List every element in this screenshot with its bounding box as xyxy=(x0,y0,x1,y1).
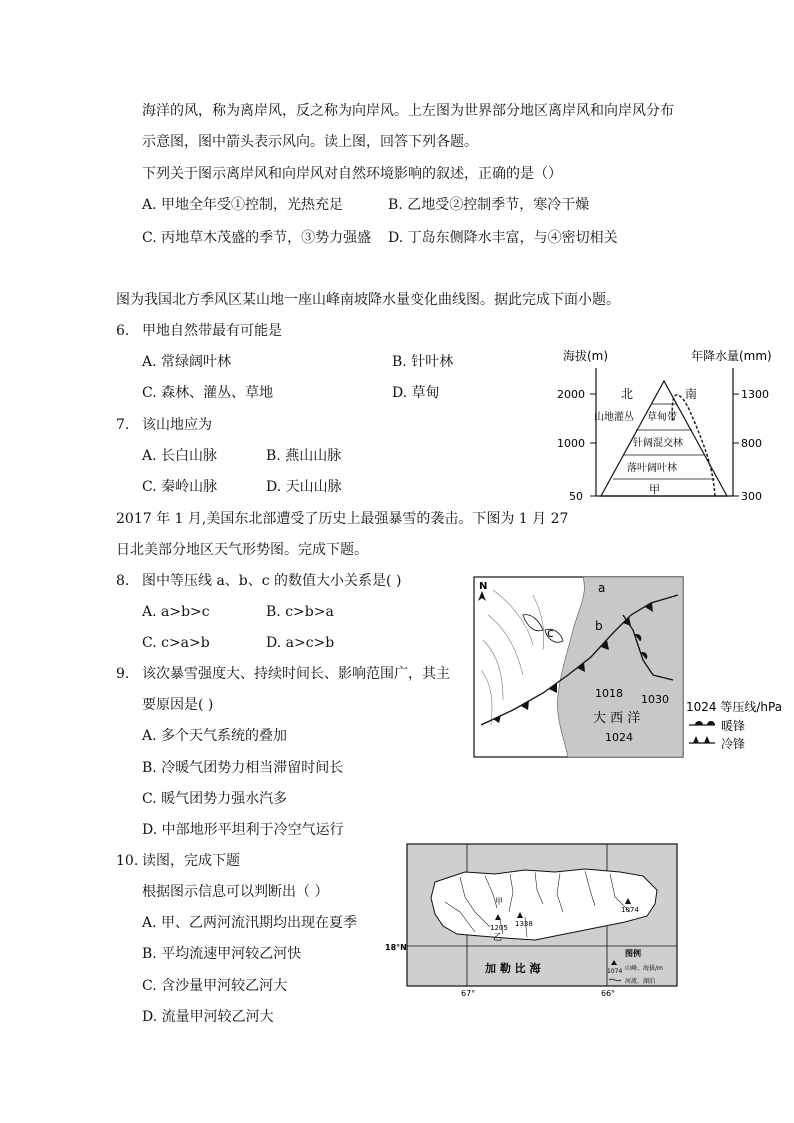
q9-option-a: A. 多个天气系统的叠加 xyxy=(142,728,288,744)
legend-title: 图例 xyxy=(625,949,641,958)
zone-shrub: 山地灌丛 xyxy=(594,412,634,423)
peak-1074: 1074 xyxy=(621,906,639,914)
legend-peak-value: 1074 xyxy=(607,968,623,975)
river-label-yi: 乙 xyxy=(493,933,503,943)
island-map-figure xyxy=(385,842,685,1000)
left-axis-title: 海拔(m) xyxy=(563,349,609,363)
legend-warm-front: 暖锋 xyxy=(721,719,746,733)
q6-number: 6. xyxy=(116,323,130,339)
section3-stem-1: 2017 年 1 月,美国东北部遭受了历史上最强暴雪的袭击。下图为 1 月 27 xyxy=(116,511,569,527)
left-tick-1000: 1000 xyxy=(557,437,585,450)
intro-question: 下列关于图示离岸风和向岸风对自然环境影响的叙述，正确的是（） xyxy=(142,166,562,182)
q8-number: 8. xyxy=(116,573,130,589)
q10-option-d: D. 流量甲河较乙河大 xyxy=(142,1009,274,1025)
q10-option-a: A. 甲、乙两河流汛期均出现在夏季 xyxy=(142,915,358,931)
q9-number: 9. xyxy=(116,666,130,682)
q8-option-a: A. a>b>c xyxy=(142,604,210,620)
intro-line-2: 示意图，图中箭头表示风向。读上图，回答下列各题。 xyxy=(142,134,478,150)
q7-option-c: C. 秦岭山脉 xyxy=(142,479,218,495)
q10-stem: 根据图示信息可以判断出（ ） xyxy=(142,884,329,900)
intro-option-a: A. 甲地全年受①控制，光热充足 xyxy=(142,197,344,213)
right-tick-1300: 1300 xyxy=(741,388,769,401)
q9-option-d: D. 中部地形平坦利于冷空气运行 xyxy=(142,822,344,838)
q9-text-1: 该次暴雪强度大、持续时间长、影响范围广，其主 xyxy=(142,666,450,682)
right-axis-title: 年降水量(mm) xyxy=(691,349,772,363)
isobar-label-c: c xyxy=(547,626,554,640)
base-label-jia: 甲 xyxy=(649,483,660,496)
ocean-label: 大 西 洋 xyxy=(593,711,641,726)
isobar-label-b: b xyxy=(595,619,603,633)
section2-stem: 图为我国北方季风区某山地一座山峰南坡降水量变化曲线图。据此完成下面小题。 xyxy=(116,292,620,308)
q7-option-d: D. 天山山脉 xyxy=(266,479,342,495)
q9-option-c: C. 暖气团势力强水汽多 xyxy=(142,791,288,807)
legend-peak-label: 山峰、海拔/m xyxy=(625,965,663,972)
q6-option-b: B. 针叶林 xyxy=(392,354,454,370)
q7-text: 该山地应为 xyxy=(142,417,212,433)
q8-option-d: D. a>c>b xyxy=(266,635,335,651)
q7-number: 7. xyxy=(116,417,130,433)
q6-text: 甲地自然带最有可能是 xyxy=(142,323,282,339)
intro-option-b: B. 乙地受②控制季节，寒冷干燥 xyxy=(388,197,590,213)
right-tick-800: 800 xyxy=(741,437,762,450)
section3-stem-2: 日北美部分地区天气形势图。完成下题。 xyxy=(116,542,368,558)
q6-option-d: D. 草甸 xyxy=(392,385,440,401)
q6-option-a: A. 常绿阔叶林 xyxy=(142,354,232,370)
q9-text-2: 要原因是( ) xyxy=(142,697,214,713)
isobar-1018: 1018 xyxy=(595,687,623,700)
intro-line-1: 海洋的风，称为离岸风，反之称为向岸风。上左图为世界部分地区离岸风和向岸风分布 xyxy=(142,103,674,119)
isobar-1030: 1030 xyxy=(641,693,669,706)
zone-mixed-forest: 针阔混交林 xyxy=(633,438,683,449)
q8-option-b: B. c>b>a xyxy=(266,604,334,620)
q10-option-b: B. 平均流速甲河较乙河快 xyxy=(142,946,302,962)
river-label-jia: 甲 xyxy=(495,897,503,906)
intro-option-c: C. 丙地草木茂盛的季节，③势力强盛 xyxy=(142,230,372,246)
south-label: 南 xyxy=(685,387,698,401)
north-arrow: N xyxy=(479,581,488,592)
peak-1338: 1338 xyxy=(515,920,533,928)
north-label: 北 xyxy=(621,387,634,401)
isobar-label-a: a xyxy=(598,581,606,595)
left-tick-50: 50 xyxy=(569,490,583,503)
zone-deciduous: 落叶阔叶林 xyxy=(627,463,677,474)
q9-option-b: B. 冷暖气团势力相当滞留时间长 xyxy=(142,760,344,776)
isobar-1024: 1024 xyxy=(605,731,633,744)
latitude-label: 18°N xyxy=(385,943,407,952)
q8-option-c: C. c>a>b xyxy=(142,635,210,651)
longitude-67: 67° xyxy=(461,989,476,998)
q7-option-a: A. 长白山脉 xyxy=(142,448,218,464)
intro-option-d: D. 丁岛东侧降水丰富，与④密切相关 xyxy=(388,230,618,246)
q8-text: 图中等压线 a、b、c 的数值大小关系是( ) xyxy=(142,573,402,589)
legend-isobar: 1024 等压线/hPa xyxy=(686,700,783,714)
mountain-precipitation-figure xyxy=(555,343,787,505)
longitude-66: 66° xyxy=(601,989,616,998)
q10-number: 10. xyxy=(116,853,139,869)
peak-1205: 1205 xyxy=(490,924,508,932)
caribbean-sea-label: 加 勒 比 海 xyxy=(485,962,541,975)
right-tick-300: 300 xyxy=(741,490,762,503)
q6-option-c: C. 森林、灌丛、草地 xyxy=(142,385,274,401)
q10-text: 读图，完成下题 xyxy=(142,853,240,869)
legend-river-label: 河流、湖泊 xyxy=(625,978,656,985)
q7-option-b: B. 燕山山脉 xyxy=(266,448,342,464)
legend-cold-front: 冷锋 xyxy=(721,737,746,751)
q10-option-c: C. 含沙量甲河较乙河大 xyxy=(142,978,288,994)
left-tick-2000: 2000 xyxy=(557,388,585,401)
zone-meadow: 草甸带 xyxy=(647,412,677,423)
weather-map-figure xyxy=(473,575,788,760)
